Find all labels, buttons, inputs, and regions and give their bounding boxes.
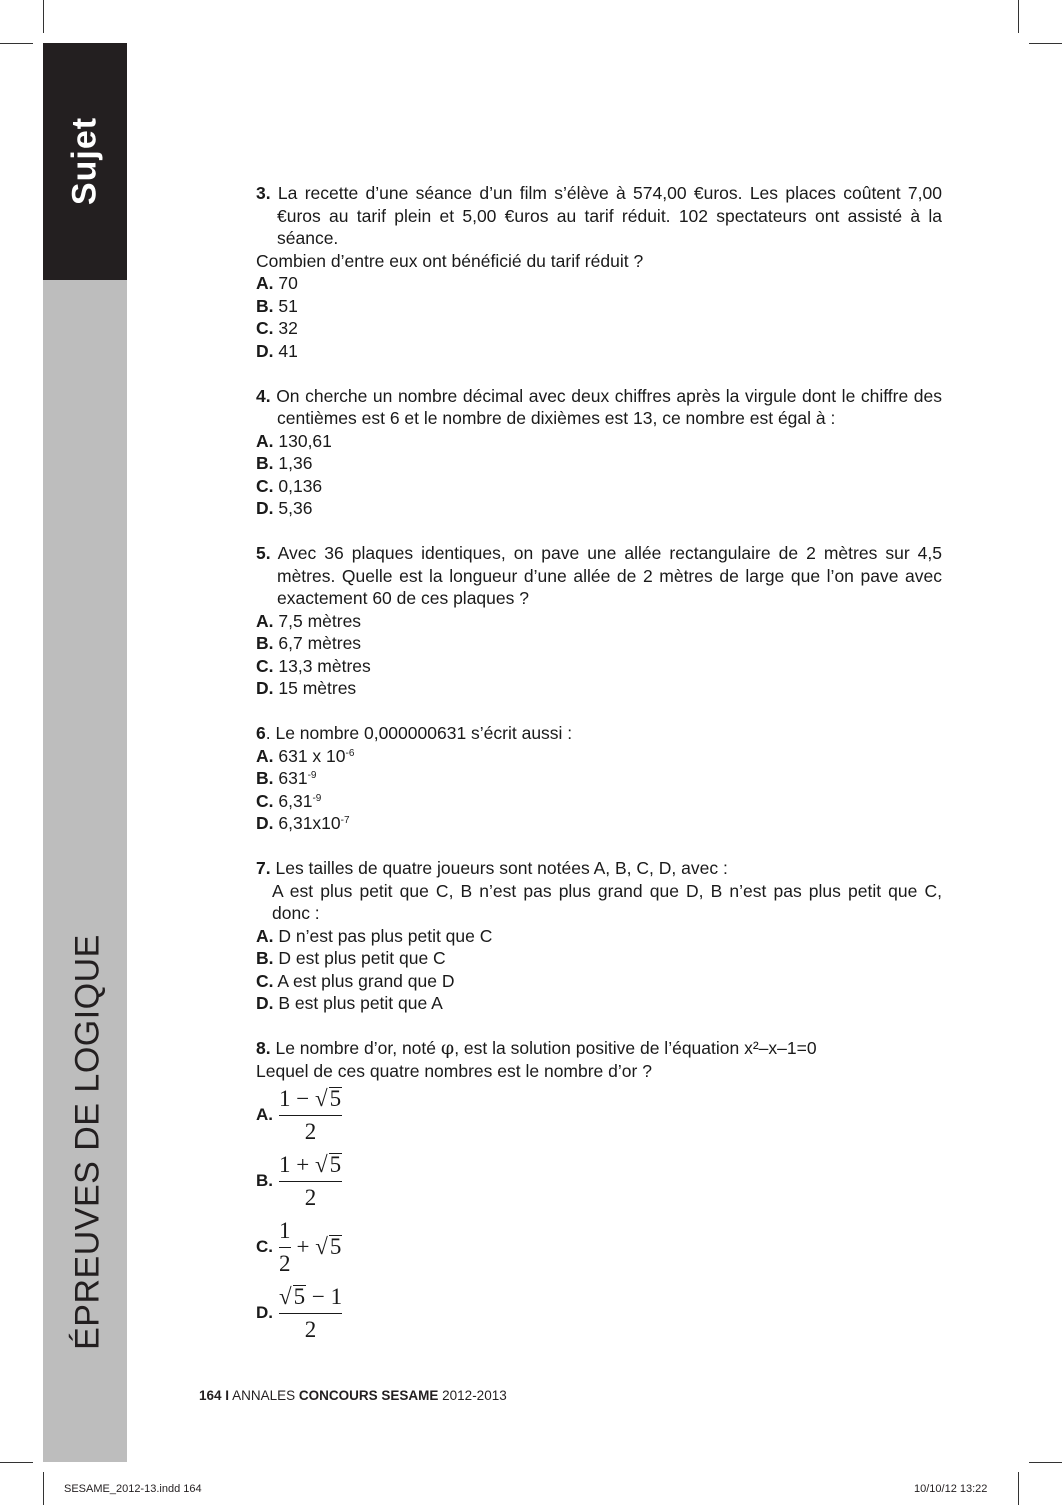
crop-mark bbox=[1018, 0, 1019, 33]
answer-option: D. B est plus petit que A bbox=[256, 993, 443, 1013]
crop-mark bbox=[0, 43, 33, 44]
question-text: Le nombre d’or, noté bbox=[275, 1038, 441, 1058]
answer-option: C. A est plus grand que D bbox=[256, 970, 455, 991]
question-text: Avec 36 plaques identiques, on pave une allée rectangulaire de 2 mètres sur 4,5 mètres. Quelle est la longueur d’une allée de 2 mètres de large que l’on pave avec exactement 60 de ces plaques ? bbox=[277, 543, 942, 608]
page-footer: 164 I ANNALES CONCOURS SESAME 2012-2013 bbox=[199, 1388, 507, 1403]
answer-option: D. $\frac{√5 - 1}{2}$ bbox=[256, 1283, 343, 1342]
answer-option: A. 7,5 mètres bbox=[256, 610, 362, 631]
question-7 bbox=[256, 857, 942, 1015]
answer-option: C. 0,136 bbox=[256, 475, 323, 496]
question-detail: A est plus petit que C, B n’est pas plus grand que D, B n’est pas plus petit que C, donc : bbox=[272, 880, 942, 923]
phi-symbol: φ bbox=[440, 1037, 455, 1059]
question-number: 6 bbox=[256, 723, 266, 743]
question-number: 5. bbox=[256, 543, 271, 563]
answer-option: C. $6,31^{-9}$ bbox=[256, 790, 322, 811]
fraction: $\frac{1 + √5}{2}$ bbox=[279, 1151, 342, 1210]
answer-option: D. $6,31x10^{-7}$ bbox=[256, 813, 350, 833]
crop-mark bbox=[0, 1462, 33, 1463]
page-number: 164 bbox=[199, 1388, 222, 1403]
fraction: $\frac{1 - √5}{2}$ bbox=[279, 1085, 342, 1144]
slug-datetime: 10/10/12 13:22 bbox=[914, 1483, 988, 1495]
question-text: . Le nombre 0,000000631 s’écrit aussi : bbox=[265, 723, 573, 743]
answer-option: B. $\frac{1 + √5}{2}$ bbox=[256, 1151, 342, 1210]
crop-mark bbox=[43, 0, 44, 33]
answer-option: D. 5,36 bbox=[256, 498, 313, 518]
sidebar-section-label: ÉPREUVES DE LOGIQUE bbox=[68, 934, 107, 1350]
question-number: 3. bbox=[256, 183, 271, 203]
crop-mark bbox=[1029, 1462, 1062, 1463]
question-number: 4. bbox=[256, 385, 271, 406]
sidebar-sujet-label: Sujet bbox=[65, 116, 104, 206]
question-8: 8. Le nombre d’or, noté φ, est la solution positive de l’équation x²–x–1=0 Lequel de ces quatre nombres est le nombre d’or ? A. $\frac{1 - √5}{2}$ B. $\frac{1 + √5}{2}$ C. $\frac{1}{2}$ + √5 D. $\frac{√5 - 1}{2}$ bbox=[256, 1037, 942, 1346]
answer-option: C. $\frac{1}{2}$ + √5 bbox=[256, 1217, 342, 1276]
answer-option: D. 41 bbox=[256, 340, 298, 361]
question-number: 7. bbox=[256, 858, 271, 878]
slug-filename: SESAME_2012-13.indd 164 bbox=[64, 1483, 202, 1495]
fraction: $\frac{1}{2}$ bbox=[279, 1217, 291, 1276]
crop-mark bbox=[1029, 43, 1062, 44]
question-list bbox=[256, 182, 942, 1369]
question-6 bbox=[256, 722, 942, 835]
answer-option: A. 130,61 bbox=[256, 430, 332, 451]
answer-option: A. 631 x $10^{-6}$ bbox=[256, 745, 355, 766]
question-number: 8. bbox=[256, 1038, 271, 1058]
question-3 bbox=[256, 182, 942, 362]
answer-option: B. 51 bbox=[256, 295, 298, 316]
answer-option: B. 1,36 bbox=[256, 453, 313, 473]
answer-option: D. 15 mètres bbox=[256, 678, 357, 698]
answer-option: B. D est plus petit que C bbox=[256, 948, 446, 968]
answer-option: B. $631^{-9}$ bbox=[256, 768, 317, 788]
question-5 bbox=[256, 542, 942, 700]
question-text: La recette d’une séance d’un film s’élève à 574,00 €uros. Les places coûtent 7,00 €uros au tarif plein et 5,00 €uros au tarif réduit. 102 spectateurs ont assisté à la séance. bbox=[277, 183, 942, 248]
crop-mark bbox=[1018, 1472, 1019, 1505]
question-text: Les tailles de quatre joueurs sont notées A, B, C, D, avec : bbox=[275, 858, 728, 878]
question-4 bbox=[256, 385, 942, 520]
answer-option: A. D n’est pas plus petit que C bbox=[256, 925, 493, 946]
question-prompt: Lequel de ces quatre nombres est le nombre d’or ? bbox=[256, 1060, 652, 1081]
question-prompt: Combien d’entre eux ont bénéficié du tarif réduit ? bbox=[256, 250, 644, 271]
fraction: $\frac{√5 - 1}{2}$ bbox=[279, 1283, 343, 1342]
answer-option: A. 70 bbox=[256, 273, 298, 293]
crop-mark bbox=[43, 1472, 44, 1505]
answer-option: C. 32 bbox=[256, 318, 298, 338]
answer-option: B. 6,7 mètres bbox=[256, 633, 362, 653]
answer-option: A. $\frac{1 - √5}{2}$ bbox=[256, 1085, 342, 1144]
answer-option: C. 13,3 mètres bbox=[256, 655, 371, 676]
question-text: On cherche un nombre décimal avec deux chiffres après la virgule dont le chiffre des centièmes est 6 et le nombre de dixièmes est 13, ce nombre est égal à : bbox=[276, 385, 942, 428]
